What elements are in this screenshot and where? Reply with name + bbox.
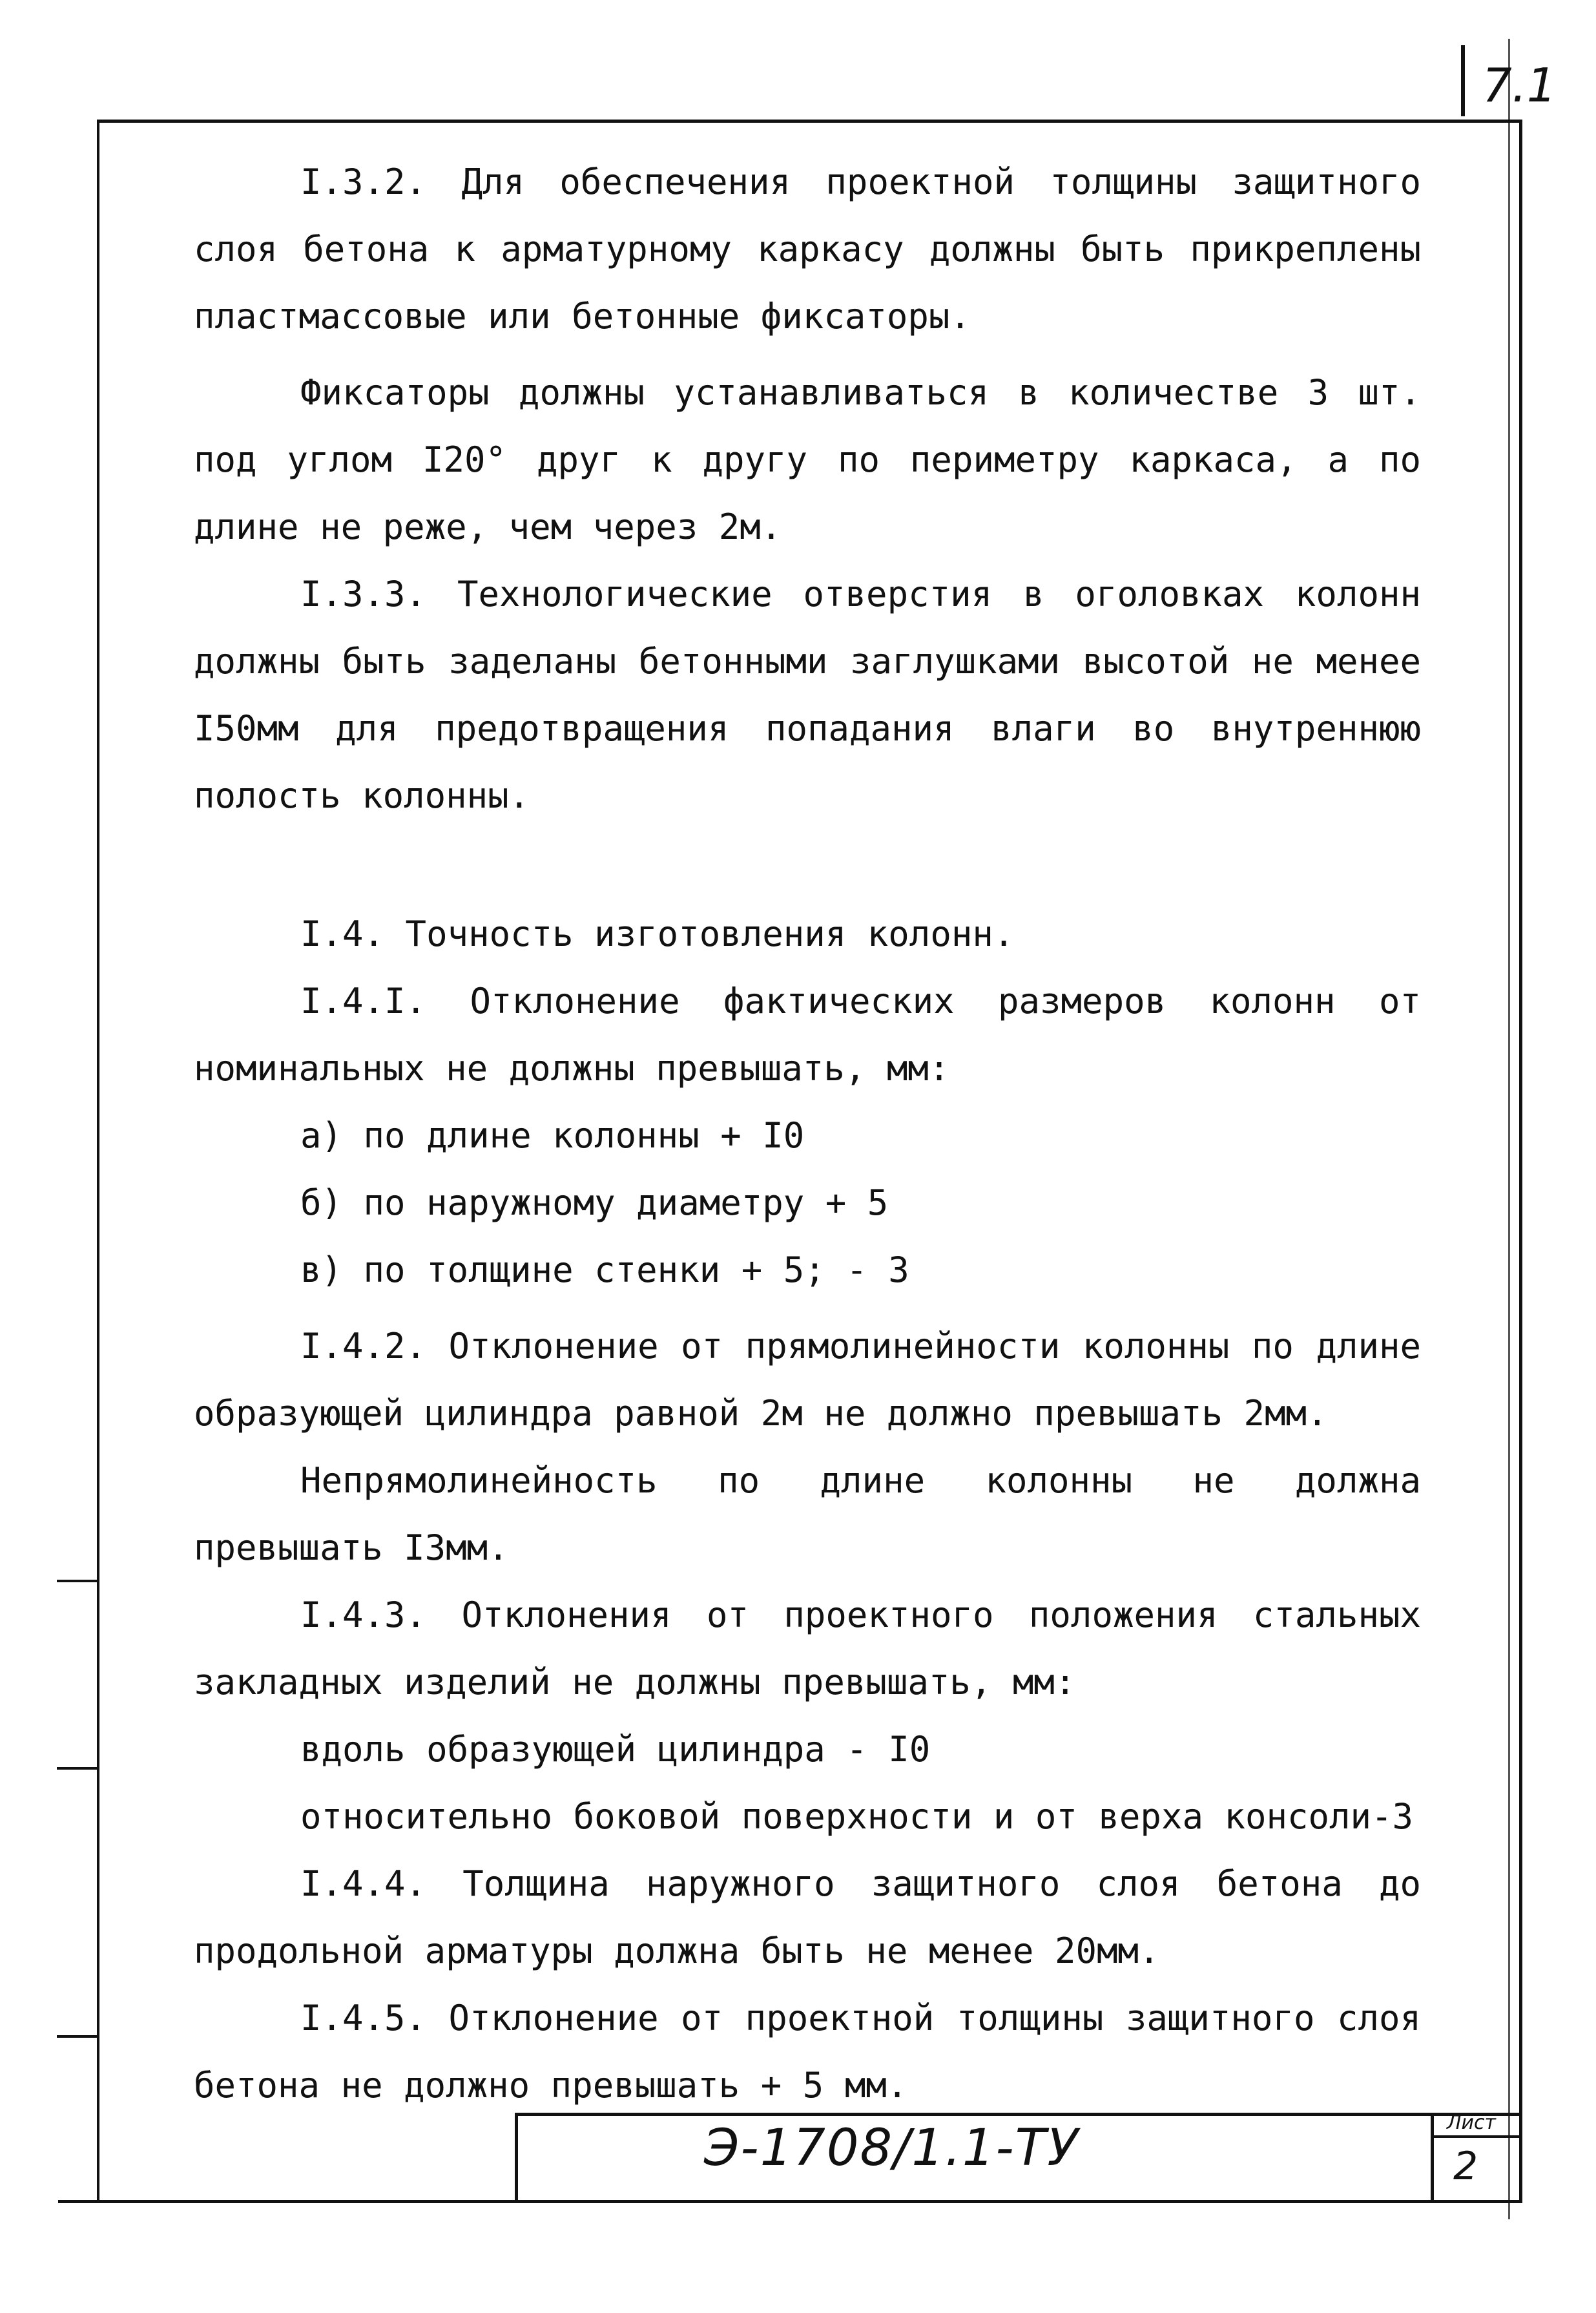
document-code: Э-1708/1.1-ТУ	[704, 2119, 1079, 2177]
paragraph-1-4-4: I.4.4. Толщина наружного защитного слоя бетона до продольной арматуры должна быть не менее 20мм.	[194, 1863, 1421, 1971]
document-body	[194, 149, 1421, 2119]
margin-tick-vertical	[97, 2035, 99, 2113]
frame-right-line	[1519, 120, 1522, 2203]
margin-tick	[57, 2035, 97, 2038]
frame-outer-right-line	[1508, 39, 1510, 2219]
sheet-tab-divider	[1461, 45, 1465, 116]
margin-tick	[57, 1580, 97, 1582]
list-item-relative: относительно боковой поверхности и от верха консоли-3	[300, 1796, 1414, 1837]
list-item-b: б) по наружному диаметру + 5	[300, 1182, 889, 1223]
list-item-along: вдоль образующей цилиндра - I0	[300, 1729, 931, 1770]
paragraph-1-4-3: I.4.3. Отклонения от проектного положения стальных закладных изделий не должны превышать, мм:	[194, 1595, 1421, 1702]
section-heading-1-4: I.4. Точность изготовления колонн.	[300, 914, 1015, 954]
paragraph-fixators: Фиксаторы должны устанавливаться в количестве 3 шт. под углом I20° друг к другу по периметру каркаса, а по длине не реже, чем через 2м.	[194, 372, 1421, 547]
paragraph-1-3-3: I.3.3. Технологические отверстия в оголовках колонн должны быть заделаны бетонными заглушками высотой не менее I50мм для предотвращения попадания влаги во внутреннюю полость колонны.	[194, 574, 1421, 816]
paragraph-1-4-1: I.4.I. Отклонение фактических размеров колонн от номинальных не должны превышать, мм:	[194, 981, 1421, 1089]
sheet-number: 2	[1453, 2144, 1478, 2189]
paragraph-1-3-2: I.3.2. Для обеспечения проектной толщины защитного слоя бетона к арматурному каркасу должны быть прикреплены пластмассовые или бетонные фиксаторы.	[194, 162, 1421, 337]
paragraph-1-4-2: I.4.2. Отклонение от прямолинейности колонны по длине образующей цилиндра равной 2м не должно превышать 2мм.	[194, 1326, 1421, 1434]
paragraph-non-straightness: Непрямолинейность по длине колонны не должна превышать I3мм.	[194, 1460, 1421, 1568]
margin-tick	[57, 1767, 97, 1770]
list-item-v: в) по толщине стенки + 5; - 3	[300, 1250, 909, 1290]
sheet-label: Лист	[1447, 2111, 1497, 2134]
list-item-a: а) по длине колонны + I0	[300, 1115, 805, 1156]
paragraph-1-4-5: I.4.5. Отклонение от проектной толщины защитного слоя бетона не должно превышать + 5 мм.	[194, 1998, 1421, 2106]
frame-top-line	[97, 120, 1521, 123]
frame-left-line	[97, 120, 99, 2203]
page-tab-number: 7.1	[1482, 58, 1557, 112]
sheet-box-divider	[1431, 2135, 1519, 2138]
